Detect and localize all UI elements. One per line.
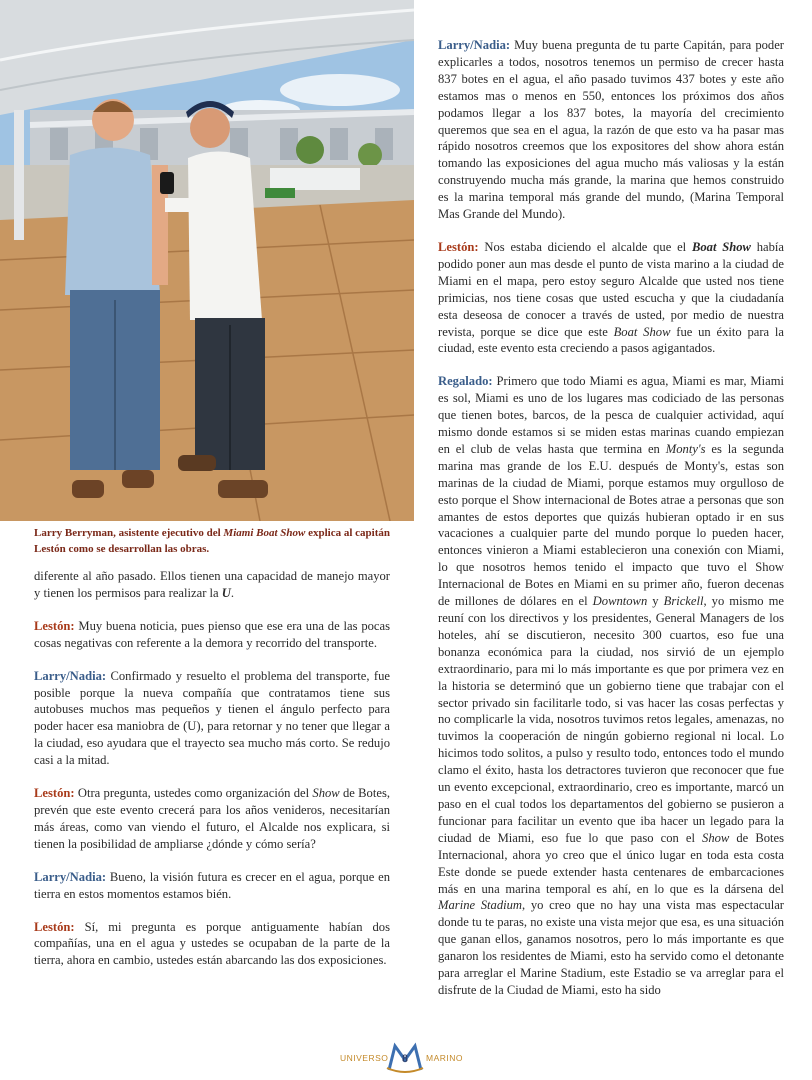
paragraph-text: fue un éxito para la ciudad, este evento esta creciendo a pasos agigantados. [438,324,784,356]
paragraph [34,785,390,853]
paragraph-text: Show [702,830,730,845]
paragraph-text: diferente al año pasado. Ellos tienen una capacidad de manejo mayor y tienen los permisos para realizar la [34,569,390,600]
footer-right-word: MARINO [426,1053,463,1063]
paragraph-text: , yo mismo me reuní con los directivos y los presidentes, General Managers de los hoteles, ahí se discutieron, necesito 300 cuartos, eso fue una bonanza económica para la ciudad, nos sirvió de un ejemplo extraordinario, para mi lo más importante es que por primera vez en la historia se determinó que un gobierno tiene que trabajar con el sector privado sin facilitarle todo, si vas hacer las cosas perfectas y no complicarle la vida, nosotros tuvimos retos legales, amenazas, no tuvimos la cooperación de ningún gobierno regional ni local. Lo hicimos todo solitos, a pulso y resulto todo, entonces todo el mundo clamo el éxito, hasta los detractores tuvieron que reconocer que fue un evento excepcional, extraordinario, creo es importante, marcó un paso en el cual todos los departamentos del gobierno se pusieron a funcionar para facilitar un evento que iba hacer un legado para la ciudad de Miami, eso fue lo que paso con el [438,594,784,845]
paragraph-text: U [221,585,231,600]
paragraph-text: Sí, mi pregunta es porque antiguamente habían dos compañías, una en el agua y ustedes se ocupaban de la parte de la tierra, ahora en cambio, ustedes están abarcando las dos exposiciones. [34,919,390,968]
paragraph [34,568,390,602]
paragraph-text: de Botes, prevén que este evento crecerá para los años venideros, necesitarían más áreas, como van viendo el futuro, el Alcalde nos explicara, si tienen la posibilidad de ampliarse ¿dónde y cómo sería? [34,786,390,851]
paragraph-text: había podido poner aun mas desde el punto de vista marino a la ciudad de Miami en el mapa, pero estoy seguro Alcalde que usted nos tiene primicias, nos tiene cosas que usted escucha y que la ciudadanía esta deseosa de conocer a través de usted, por medio de nuestra revista, porque se dice que este [438,239,785,339]
paragraph [34,869,390,903]
caption-text-2: explica al capitán Lestón como se desarrollan las obras. [34,527,390,555]
photo-caption [34,525,390,557]
speaker-label: Lestón: [34,919,75,934]
paragraph-text: Confirmado y resuelto el problema del transporte, fue posible porque la nueva compañía que contratamos tiene sus autobuses muchos mas pequeños y tienen el ángulo perfecto para poder hacer esa maniobra de (U), para retornar y no tener que llegar a la ciudad, eso ayudara que el trayecto sea mucho más corto. Se redujo casi a la mitad. [34,668,390,768]
paragraph-text: Monty's [665,441,706,456]
speaker-label: Larry/Nadia: [438,38,511,52]
paragraph-text: de Botes Internacional, ahora yo creo que el único lugar en toda esta costa Este donde se puede extender hasta centenares de embarcaciones más en una marina temporal es ahí, en lo que es la dársena del [438,830,785,896]
paragraph-text: Marine Stadium [438,898,523,913]
photo-illustration [0,0,414,521]
paragraph-text: Boat Show [691,239,751,254]
paragraph [34,618,390,652]
right-text-column [438,37,784,1015]
paragraph-text: Show [312,786,340,801]
paragraph-text: Otra pregunta, ustedes como organización del [74,786,313,801]
paragraph-text: Boat Show [613,324,671,339]
paragraph [438,37,784,223]
paragraph-text: Muy buena noticia, pues pienso que ese era una de las pocas cosas negativas con referente a la demora y recorrido del transporte. [34,618,390,650]
paragraph-text: Primero que todo Miami es agua, Miami es mar, Miami es sol, Miami es uno de los lugares mas codiciado de las personas que tienen botes, barcos, de la pesca de cualquier actividad, aquí mismo donde estamos si se miden estas marinas cuando empiezan en el club de velas hasta que termina en [438,374,784,456]
left-text-column [34,568,390,985]
page-number: 8 [402,1051,408,1065]
paragraph [34,668,390,769]
paragraph-text: Nos estaba diciendo el alcalde que el [478,239,692,254]
speaker-label: Regalado: [438,374,493,389]
caption-name: Larry Berryman [34,527,114,539]
paragraph-text: Downtown [592,594,648,609]
paragraph-text: Muy buena pregunta de tu parte Capitán, para poder explicarles a todos, nosotros tenemos un permiso de crecer hasta 837 botes en el agua, el año pasado tuvimos 437 botes y este año estamos mas o menos en 550, entonces los próximos dos años podamos llegar a los 837 botes, la mayoría del crecimiento queremos que sea en el agua, la razón de que esto va ha pasar mas rápido nosotros creemos que los expositores del show ahora están tomando las exposiciones del agua mucho más valiosas y la están construyendo mucha más grande, la marina que hemos construido es la marina temporal más grande del mundo, (Marina Temporal Mas Grande del Mundo). [438,38,784,222]
caption-text-1: , asistente ejecutivo del [113,527,224,539]
paragraph-text: es la segunda marina mas grande de los E.U. después de Monty's, estas son marinas de la ciudad de Miami, porque estamos muy orgulloso de esto porque el Show internacional de Botes atrae a personas que son amantes de estos deportes que quizás hubieran optado ir en sus vacaciones a cualquier parte del mundo porque lo pueden hacer, entonces vinieron a Miami establecieron una conexión con Miami, lo que nosotros hemos tenido el impacto que tuvo el Show Internacional de Botes en Miami en su primer año, fueron decenas de millones de dólares en el [438,441,784,609]
speaker-label: Lestón: [34,786,75,801]
footer-left-word: UNIVERSO [340,1053,389,1063]
speaker-label: Larry/Nadia: [34,869,107,884]
paragraph-text: . [230,585,235,600]
paragraph [438,239,784,357]
speaker-label: Lestón: [34,618,75,633]
paragraph-text: , yo creo que no hay una vista mas espectacular donde tu te paras, no existe una vista mejor que esa, es una situación que ganan ellos, ganamos nosotros, pero lo más importante es que ganaron los residentes de Miami, esto ha servido como el detonante para arreglar el Marine Stadium, este Estadio se va arreglar para el disfrute de la Ciudad de Miami, esto ha sido [438,898,784,997]
paragraph [438,373,784,999]
paragraph-text: y [647,594,664,609]
caption-show-name: Miami Boat Show [223,527,306,539]
paragraph-text: Bueno, la visión futura es crecer en el agua, porque en tierra en estos momentos estamos bién. [34,869,390,901]
paragraph [34,919,390,970]
paragraph-text: Brickell [663,594,704,609]
interview-photo [0,0,414,521]
page-footer [0,1040,812,1074]
speaker-label: Larry/Nadia: [34,668,107,683]
speaker-label: Lestón: [438,239,479,254]
